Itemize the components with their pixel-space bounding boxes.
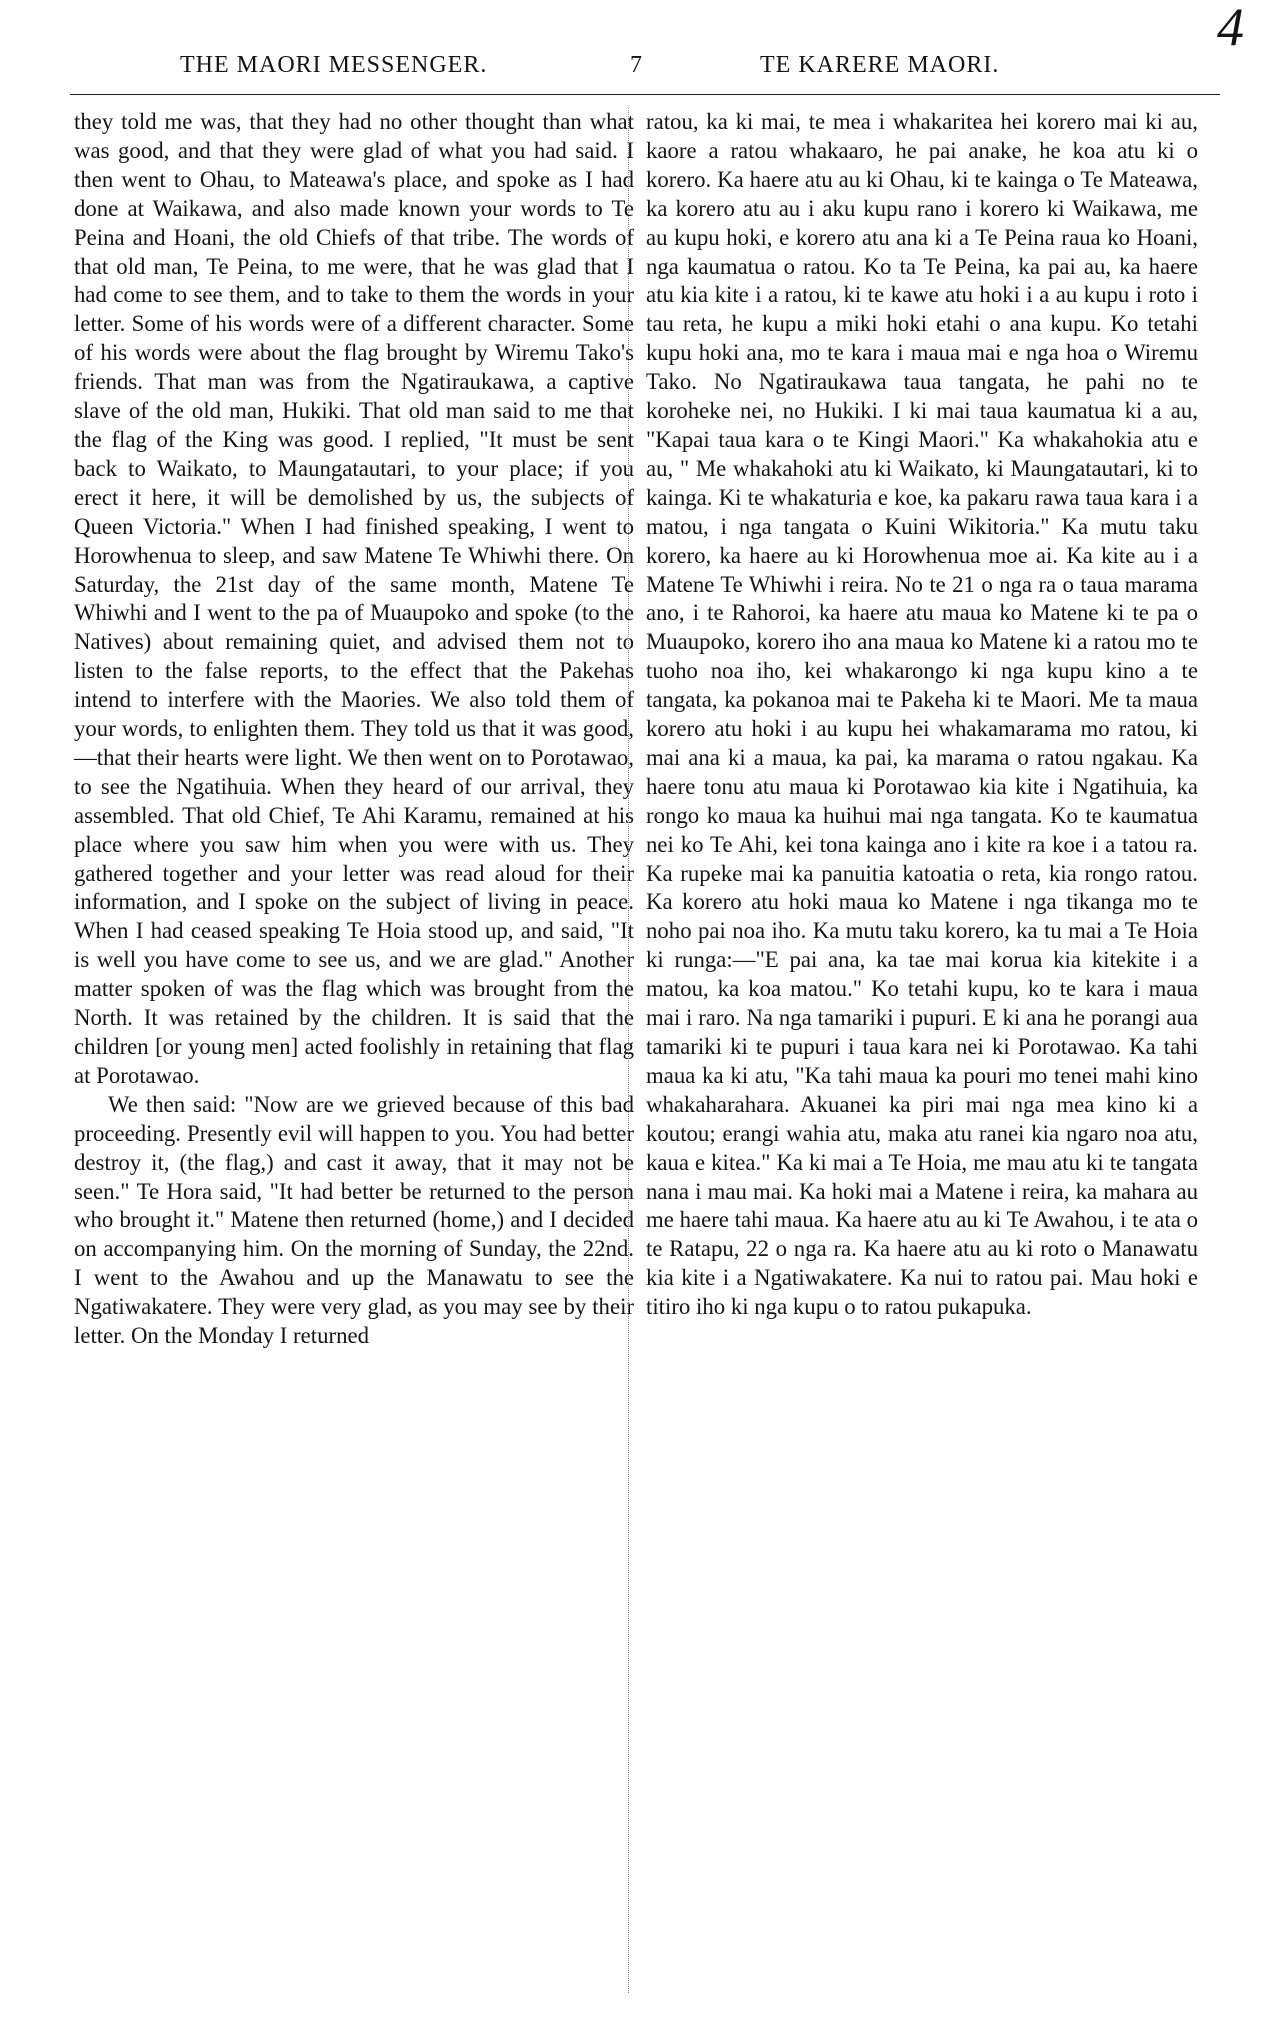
column-divider xyxy=(628,108,629,1993)
running-head xyxy=(70,52,1220,92)
maori-paragraph-1: ratou, ka ki mai, te mea i whakaritea hei korero mai ki au, kaore a ratou whakaaro, he pai anake, he koa atu ki o korero. Ka haere atu au ki Ohau, ki te kainga o Te Mateawa, ka korero atu au i aku kupu rano i korero ki Waikawa, me au kupu hoki, e korero atu ana ki a Te Peina raua ko Hoani, nga kaumatua o ratou. Ko ta Te Peina, ka pai au, ka haere atu kia kite i a ratou, ki te kawe atu hoki i a au kupu i roto i tau reta, he kupu a miki hoki etahi o ana kupu. Ko tetahi kupu hoki ana, mo te kara i maua mai e nga hoa o Wiremu Tako. No Ngatiraukawa taua tangata, he pahi no te koroheke nei, no Hukiki. I ki mai taua kaumatua ki a au, "Kapai taua kara o te Kingi Maori." Ka whakahokia atu e au, " Me whakahoki atu ki Waikato, ki Maungatautari, ki to kainga. Ki te whakaturia e koe, ka pakaru rawa taua kara i a matou, i nga tangata o Kuini Wikitoria." Ka mutu taku korero, ka haere au ki Horowhenua moe ai. Ka kite au i a Matene Te Whiwhi i reira. No te 21 o nga ra o taua marama ano, i te Rahoroi, ka haere atu maua ko Matene ki te pa o Muaupoko, korero iho ana maua ko Matene ki a ratou mo te tuoho noa iho, kei whakarongo ki nga kupu kino a te tangata, ka pokanoa mai te Pakeha ki te Maori. Me ta maua korero atu hoki i au kupu hei whakamarama mo ratou, ki mai ana ki a maua, ka pai, ka marama o ratou ngakau. Ka haere tonu atu maua ki Porotawao kia kite i Ngatihuia, ka rongo ko maua ka huihui mai nga tangata. Ko te kaumatua nei ko Te Ahi, kei tona kainga ano i kite ra koe i a tatou ra. Ka rupeke mai ka panuitia katoatia o reta, kia rongo ratou. Ka korero atu hoki maua ko Matene i nga tikanga mo te noho pai noa iho. Ka mutu taku korero, ka tu mai a Te Hoia ki runga:—"E pai ana, ka tae mai korua kia kitekite i a matou, ka koa matou." Ko tetahi kupu, ko te kara i maua mai i raro. Na nga tamariki i pupuri. E ki ana he porangi aua tamariki ki te pupuri i taua kara nei ki Porotawao. Ka tahi maua ka ki atu, "Ka tahi maua ka pouri mo tenei mahi kino whakaharahara. Akuanei ka piri mai nga mea kino ki a koutou; erangi wahia atu, maka atu ranei kia ngaro noa atu, kaua e kitea." Ka ki mai a Te Hoia, me mau atu ki te tangata nana i mau mai. Ka hoki mai a Matene i reira, ka mahara au me haere tahi maua. Ka haere atu au ki Te Awahou, i te ata o te Ratapu, 22 o nga ra. Ka haere atu au ki roto o Manawatu kia kite i a Ngatiwakatere. Ka nui to ratou pai. Mau hoki e titiro iho ki nga kupu o to ratou pukapuka. xyxy=(646,109,1198,1320)
header-page-number: 7 xyxy=(630,52,643,78)
header-maori-title: TE KARERE MAORI. xyxy=(760,52,1000,78)
header-rule xyxy=(70,94,1220,95)
english-paragraph-2: We then said: "Now are we grieved because of this bad proceeding. Presently evil will happen to you. You had better destroy it, (the flag,) and cast it away, that it may not be seen." Te Hora said, "It had better be returned to the person who brought it." Matene then returned (home,) and I decided on accompanying him. On the morning of Sunday, the 22nd. I went to the Awahou and up the Manawatu to see the Ngatiwakatere. They were very glad, as you may see by their letter. On the Monday I returned xyxy=(74,1091,634,1349)
page-marker: 4 xyxy=(1217,0,1244,57)
header-english-title: THE MAORI MESSENGER. xyxy=(180,52,488,78)
maori-column xyxy=(646,108,1198,1322)
english-paragraph-1: they told me was, that they had no other thought than what was good, and that they were glad of what you had said. I then went to Ohau, to Mateawa's place, and spoke as I had done at Waikawa, and also made known your words to Te Peina and Hoani, the old Chiefs of that tribe. The words of that old man, Te Peina, to me were, that he was glad that I had come to see them, and to take to them the words in your letter. Some of his words were of a different character. Some of his words were about the flag brought by Wiremu Tako's friends. That man was from the Ngatiraukawa, a captive slave of the old man, Hukiki. That old man said to me that the flag of the King was good. I replied, "It must be sent back to Waikato, to Maungatautari, to your place; if you erect it here, it will be demolished by us, the subjects of Queen Victoria." When I had finished speaking, I went to Horowhenua to sleep, and saw Matene Te Whiwhi there. On Saturday, the 21st day of the same month, Matene Te Whiwhi and I went to the pa of Muaupoko and spoke (to the Natives) about remaining quiet, and advised them not to listen to the false reports, to the effect that the Pakehas intend to interfere with the Maories. We also told them of your words, to enlighten them. They told us that it was good,—that their hearts were light. We then went on to Porotawao, to see the Ngatihuia. When they heard of our arrival, they assembled. That old Chief, Te Ahi Karamu, remained at his place where you saw him when you were with us. They gathered together and your letter was read aloud for their information, and I spoke on the subject of living in peace. When I had ceased speaking Te Hoia stood up, and said, "It is well you have come to see us, and we are glad." Another matter spoken of was the flag which was brought from the North. It was retained by the children. It is said that the children [or young men] acted foolishly in retaining that flag at Porotawao. xyxy=(74,109,634,1088)
english-column xyxy=(74,108,634,1351)
